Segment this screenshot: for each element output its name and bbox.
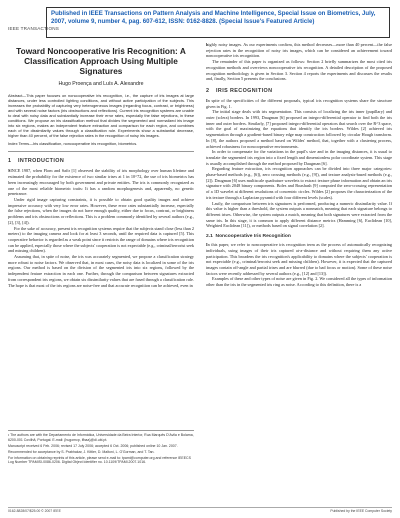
section-heading-iris-recognition: 2 IRIS RECOGNITION	[206, 87, 273, 94]
paragraph: In this paper, we refer to noncooperative iris recognition term as the process of automatically recognizing individuals, using images of their iris captured at-a-distance and without requiring them any active participation. This broadens the iris recognition's applicability to domains where the subjects' cooperation is not expectable (e.g., criminal/terrorist seek and missing children). However, it is expected that the captured images contain off-angle and partial irises and are blurred (due to bad focus or motion). Some of these noise factors were recently addressed by several authors (e.g., [12] and [13]).	[206, 242, 392, 276]
index-terms: Index Terms—Iris classification, noncooperative iris recognition, biometrics.	[8, 141, 138, 147]
footer-copyright: 0162-8828/07/$25.00 © 2007 IEEE	[8, 509, 61, 513]
footnotes	[8, 430, 194, 467]
footer-divider	[8, 507, 392, 508]
right-column	[206, 42, 392, 288]
subsection-heading: 2.1 Noncooperative Iris Recognition	[206, 234, 291, 240]
paragraph: The remainder of this paper is organized as follows: Section 2 briefly summarizes the most cited iris recognition methods and overviews noncooperative iris recognition. A detailed description of the proposed recognition methodology is given in Section 3. Section 4 reports the experiments and discusses the results and, finally, Section 5 presents the conclusions.	[206, 59, 392, 82]
paragraph: SINCE 1987, when Flom and Safir [1] observed the stability of iris morphology over human lifetime and estimated the probability for the existence of two similar irises at 1 in 10^72, the use of iris biometrics has been increasingly encouraged by both government and private entities. The iris is commonly recognized as one of the most reliable biometric traits: It has a random morphogenesis and, apparently, no genetic penetrance.	[8, 168, 194, 197]
paragraph: Regarding feature extraction, iris recognition approaches can be divided into three major categories: phase-based methods (e.g., [6]), zero crossing methods (e.g., [9]), and texture analysis-based methods (e.g., [2]). Daugman [6] uses multiscale quadrature wavelets to extract texture phase information and obtain an iris signature with 2048 binary components. Boles and Boashash [9] computed the zero-crossing representation of a 1D wavelet at different resolutions of concentric circles. Wildes [2] proposes the characterization of the iris texture through a Laplacian pyramid with four different levels (scales).	[206, 166, 392, 200]
paragraph: The initial stage deals with iris segmentation. This consists of localizing the iris inner (pupillary) and outer (sclera) borders. In 1993, Daugman [6] proposed an integro-differential operator to find both the iris inner and outer borders. Similarly, [7] proposed integro-differential operators that search over the R^3 space, with the goal of maximizing the equations that identify the iris borders. Wildes [2] achieved iris segmentation through a gradient-based binary edge map construction followed by circular Hough transform. In [8], the authors proposed a method based on Wildes' method, that, together with a clustering process, achieved robustness for noncooperative environments.	[206, 109, 392, 149]
iris-recognition-body	[206, 98, 392, 229]
introduction-body	[8, 168, 194, 288]
journal-tag: IEEE TRANSACTIONS	[8, 26, 60, 31]
introduction-continued	[206, 42, 392, 82]
paragraph: Lastly, the comparison between iris signatures is performed, producing a numeric dissimilarity value. If this value is higher than a threshold, the system outputs a nonmatch, meaning that each signature belongs to different irises. Otherwise, the system outputs a match, meaning that both signatures were extracted from the same iris. In this stage, it is common to apply different distance metrics (Hamming [6], Euclidean [10], Weighted Euclidean [11]), or methods based on signal correlation [2].	[206, 200, 392, 229]
authors: Hugo Proença and Luís A. Alexandre	[58, 81, 144, 87]
divider	[8, 151, 194, 152]
paragraph: Examples of these and other types of noise are given in Fig. 2. We considered all the types of information other than the iris in the segmented iris ring as noise. According to this definition, there is a	[206, 276, 392, 288]
left-column	[8, 42, 194, 288]
paragraph: In order to compensate for the variations in the pupil's size and in the imaging distances, it is usual to translate the segmented iris region into a fixed length and dimensionless polar coordinate system. This stage is usually accomplished through the method proposed by Daugman [6].	[206, 149, 392, 166]
footnote: For information on obtaining reprints of this article, please send e-mail to: tpami@computer.org and reference IEEECS Log Number TPAMISI-0086-0206. Digital Object Identifier no. 10.1109/TPAMI.2007.1016.	[8, 455, 191, 465]
subsection-body	[206, 242, 392, 288]
publication-banner: Published in IEEE Transactions on Pattern Analysis and Machine Intelligence, Special Issue on Biometrics, July, 2007, volume 9, number 4, pag. 607-612, ISSN: 0162-8828. (Special Issue's Featured Article)	[46, 7, 390, 38]
paragraph: Under rigid image capturing constraints, it is possible to obtain good quality images and achieve impressive accuracy with very low error rates. However, these error rates substantially increase, especially the false rejections, when the images do not have enough quality, either due to focus, contrast, or brightness problems and iris obstructions or reflections. This is a problem commonly identified by several authors (e.g., [2], [3], [4]).	[8, 196, 194, 225]
footnote: • The authors are with the Departamento de Informática, Universidade da Beira Interior, Rua Marquês D'Avila e Bolama, 6200-001 Covilhã, Portugal. E-mail: {hugomcp, lfbaa}@di.ubi.pt.	[8, 433, 194, 442]
footer-publisher: Published by the IEEE Computer Society	[330, 509, 392, 513]
footnote: Recommended for acceptance by S. Prabhakar, J. Kittler, D. Maltoni, L. O'Gorman, and T. Tan.	[8, 449, 155, 454]
paragraph: highly noisy images. As our experiments confirm, this method decreases—more than 40 percent—the false rejection rates in the recognition of noisy iris images, which can be considered an achievement toward noncooperative iris recognition.	[206, 42, 392, 59]
footnote: Manuscript received 6 Feb. 2006; revised 17 July 2006; accepted 6 Oct. 2006; published online 10 Jan. 2007.	[8, 443, 178, 448]
paragraph: Assuming that, in spite of noise, the iris was accurately segmented, we propose a classification strategy more robust to noise factors. We observed that, in most cases, the noisy data is localized in some of the iris regions. Our method is based on the division of the segmented iris into six regions, followed by the independent feature extraction in each one. Further, through the comparison between signatures extracted from correspondent iris regions, we obtain six dissimilarity values that are fused through a classification rule. The hope is that most of the iris regions are noise-free and that accurate recognition can be achieved, even in	[8, 254, 194, 288]
paragraph: For the sake of accuracy, present iris recognition systems require that the subjects stand close (less than 2 meters) to the imaging camera and look for at least 3 seconds, until the required data is captured [5]. This cooperative behavior is regarded as a weak point since it restricts the range of domains where iris recognition can be applied, especially those where the subjects' cooperation is not expectable (e.g., criminal/terrorist seek and missing children).	[8, 225, 194, 254]
page-title: Toward Noncooperative Iris Recognition: A Classification Approach Using Multiple Signatures	[16, 46, 186, 76]
paragraph: In spite of the specificities of the different proposals, typical iris recognition systems share the structure given in Fig. 1.	[206, 97, 392, 109]
abstract: Abstract—This paper focuses on noncooperative iris recognition, i.e., the capture of iris images at large distances, under less controlled lighting conditions, and without active participation of the subjects. This increases the probability of capturing very heterogeneous images (regarding focus, contrast, or brightness) and with several noise factors (iris obstructions and reflections). Current iris recognition systems are unable to deal with noisy data and substantially increase their error rates, especially the false rejections, in these conditions. We propose an iris classification method that divides the segmented and normalized iris image into six regions, makes an independent feature extraction and comparison for each region, and combines each of the dissimilarity values through a classification rule. Experiments show a substantial decrease, higher than 40 percent, of the false rejection rates in the recognition of noisy iris images.	[8, 93, 194, 139]
section-heading-introduction: 1 INTRODUCTION	[8, 158, 65, 165]
